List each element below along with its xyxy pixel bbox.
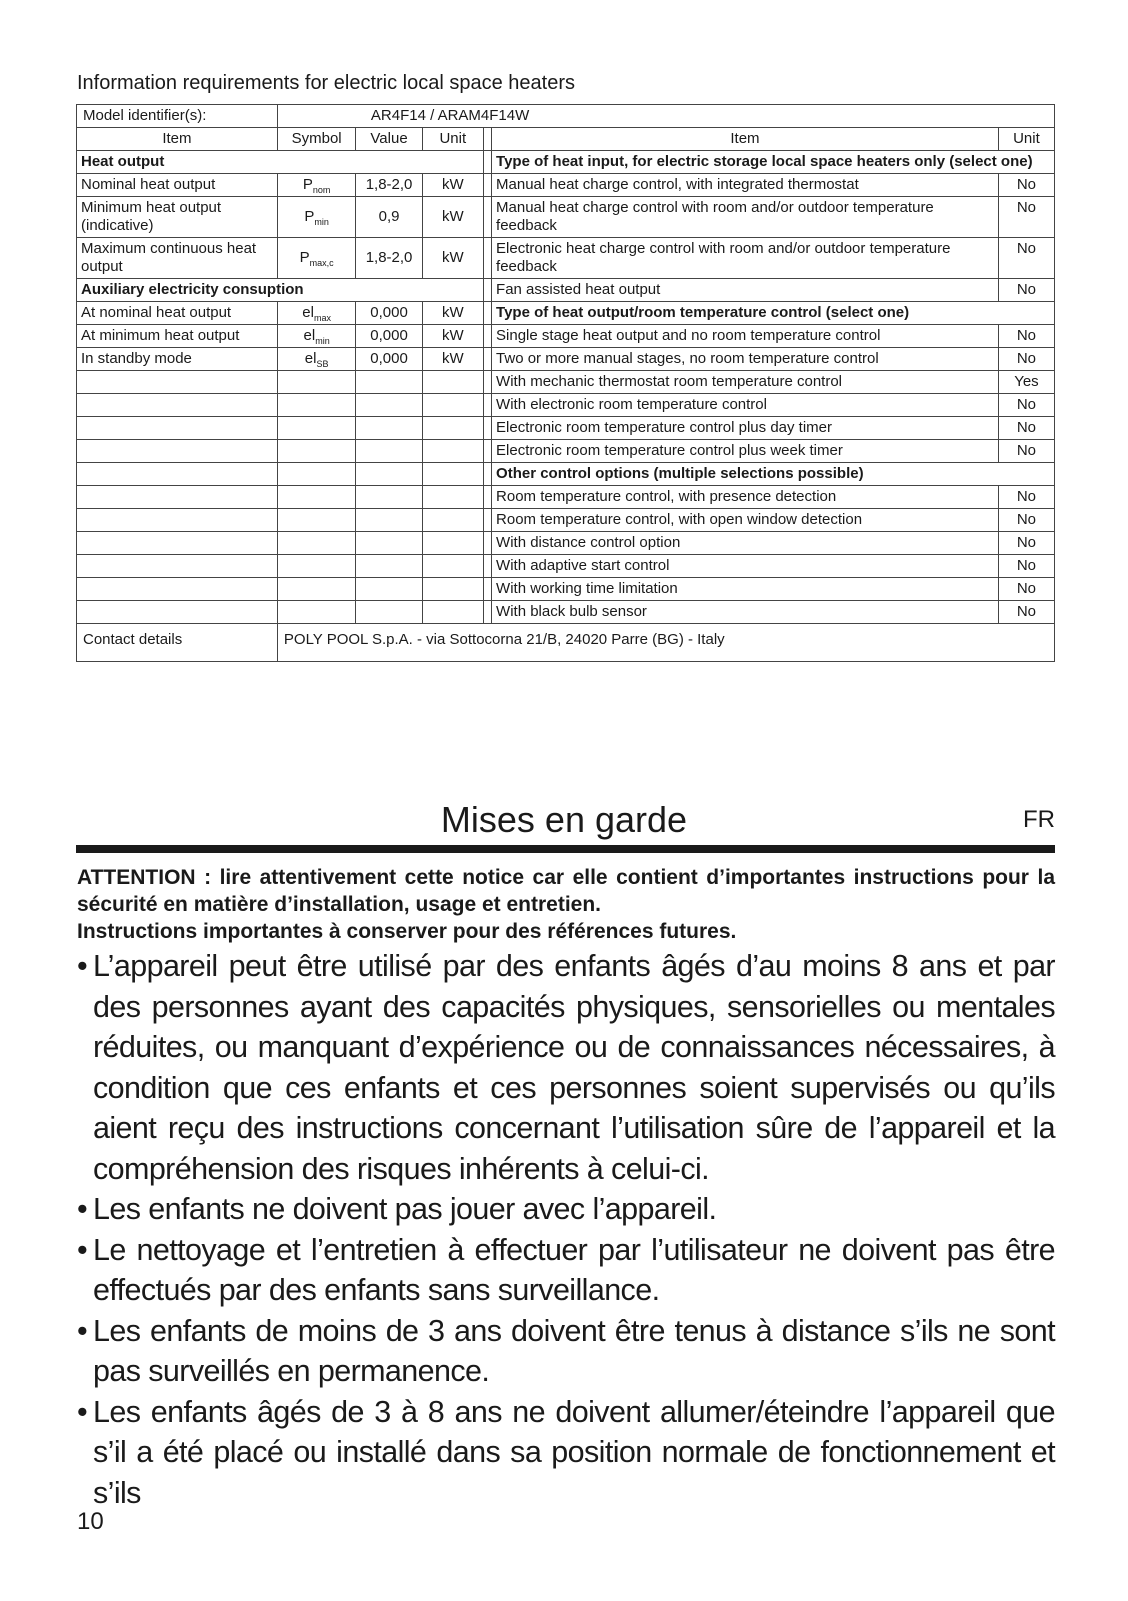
- unit-cell: No: [998, 532, 1054, 555]
- item-cell: [77, 394, 278, 417]
- unit-cell: No: [998, 440, 1054, 463]
- col-header-right-unit: Unit: [998, 128, 1054, 151]
- item-cell: Room temperature control, with presence detection: [492, 486, 999, 509]
- column-separator: [483, 463, 491, 486]
- table-row: [77, 440, 1055, 463]
- contact-label: Contact details: [77, 624, 278, 662]
- attention-text: Instructions importantes à conserver pour des références futures.: [77, 920, 737, 943]
- warning-text: Le nettoyage et l’entretien à effectuer par l’utilisateur ne doivent pas être effectués par des enfants sans surveillance.: [93, 1232, 1055, 1307]
- item-cell: [77, 578, 278, 601]
- group-title: Auxiliary electricity consuption: [77, 279, 484, 302]
- symbol-subscript: max: [313, 313, 331, 323]
- unit-cell: [422, 509, 483, 532]
- symbol-cell: [277, 532, 356, 555]
- list-item: [77, 946, 1055, 1189]
- item-cell: [77, 486, 278, 509]
- unit-cell: [422, 440, 483, 463]
- unit-cell: kW: [422, 197, 483, 238]
- symbol-base: el: [303, 327, 316, 344]
- column-separator: [483, 128, 491, 151]
- item-cell: [77, 440, 278, 463]
- symbol-cell: [277, 440, 356, 463]
- table-row: [77, 238, 1055, 279]
- item-cell: Electronic heat charge control with room and/or outdoor temperature feedback: [492, 238, 999, 279]
- value-cell: [356, 440, 422, 463]
- symbol-cell: [277, 371, 356, 394]
- unit-cell: No: [998, 601, 1054, 624]
- value-cell: [356, 532, 422, 555]
- symbol-cell: [277, 463, 356, 486]
- page-title: Information requirements for electric local space heaters: [77, 72, 576, 94]
- section-divider: [76, 845, 1055, 853]
- attention-notice: [77, 864, 1055, 945]
- column-separator: [483, 532, 491, 555]
- symbol-cell: [277, 555, 356, 578]
- item-cell: Electronic room temperature control plus week timer: [492, 440, 999, 463]
- column-separator: [483, 601, 491, 624]
- unit-cell: [422, 463, 483, 486]
- table-row: [77, 302, 1055, 325]
- symbol-cell: [277, 302, 356, 325]
- item-cell: Two or more manual stages, no room temperature control: [492, 348, 999, 371]
- contact-row: [77, 624, 1055, 662]
- item-cell: At nominal heat output: [77, 302, 278, 325]
- symbol-cell: [277, 238, 356, 279]
- item-cell: In standby mode: [77, 348, 278, 371]
- unit-cell: [422, 532, 483, 555]
- value-cell: 0,000: [356, 302, 422, 325]
- page-number: 10: [77, 1508, 104, 1535]
- value-cell: [356, 486, 422, 509]
- unit-cell: No: [998, 279, 1054, 302]
- contact-value: POLY POOL S.p.A. - via Sottocorna 21/B, 24020 Parre (BG) - Italy: [277, 624, 1054, 662]
- column-separator: [483, 279, 491, 302]
- symbol-base: P: [299, 249, 310, 266]
- item-cell: With mechanic thermostat room temperature control: [492, 371, 999, 394]
- column-separator: [483, 555, 491, 578]
- group-title: Heat output: [77, 151, 484, 174]
- column-separator: [483, 197, 491, 238]
- column-separator: [483, 486, 491, 509]
- column-separator: [483, 371, 491, 394]
- table-row: [77, 394, 1055, 417]
- symbol-cell: [277, 174, 356, 197]
- table-row: [77, 151, 1055, 174]
- col-header-item: Item: [77, 128, 278, 151]
- item-cell: Room temperature control, with open window detection: [492, 509, 999, 532]
- item-cell: [77, 601, 278, 624]
- unit-cell: [422, 371, 483, 394]
- table-row: [77, 555, 1055, 578]
- item-cell: [77, 371, 278, 394]
- model-value: AR4F14 / ARAM4F14W: [277, 105, 1054, 128]
- col-header-unit: Unit: [422, 128, 483, 151]
- symbol-subscript: min: [315, 336, 330, 346]
- spec-table: [76, 104, 1055, 662]
- unit-cell: kW: [422, 238, 483, 279]
- column-separator: [483, 348, 491, 371]
- symbol-cell: [277, 486, 356, 509]
- warnings-list: [77, 946, 1055, 1513]
- symbol-base: el: [302, 304, 314, 321]
- item-cell: Manual heat charge control, with integrated thermostat: [492, 174, 999, 197]
- col-header-right-item: Item: [492, 128, 999, 151]
- table-row: [77, 509, 1055, 532]
- unit-cell: No: [998, 174, 1054, 197]
- column-separator: [483, 440, 491, 463]
- language-code: FR: [1023, 806, 1055, 833]
- warning-text: Les enfants ne doivent pas jouer avec l’appareil.: [93, 1192, 717, 1226]
- column-separator: [483, 394, 491, 417]
- unit-cell: Yes: [998, 371, 1054, 394]
- table-row: [77, 486, 1055, 509]
- warning-text: Les enfants de moins de 3 ans doivent être tenus à distance s’ils ne sont pas surveillés en permanence.: [93, 1313, 1055, 1388]
- item-cell: With electronic room temperature control: [492, 394, 999, 417]
- unit-cell: No: [998, 555, 1054, 578]
- value-cell: [356, 371, 422, 394]
- symbol-cell: [277, 509, 356, 532]
- unit-cell: [422, 417, 483, 440]
- symbol-cell: [277, 197, 356, 238]
- symbol-cell: [277, 394, 356, 417]
- item-cell: Nominal heat output: [77, 174, 278, 197]
- item-cell: Minimum heat output (indicative): [77, 197, 278, 238]
- value-cell: [356, 417, 422, 440]
- value-cell: [356, 463, 422, 486]
- symbol-base: el: [304, 350, 317, 367]
- table-row: [77, 279, 1055, 302]
- column-separator: [483, 417, 491, 440]
- item-cell: [77, 463, 278, 486]
- table-row: [77, 463, 1055, 486]
- symbol-cell: [277, 578, 356, 601]
- table-row: [77, 578, 1055, 601]
- unit-cell: No: [998, 486, 1054, 509]
- item-cell: At minimum heat output: [77, 325, 278, 348]
- table-row: [77, 601, 1055, 624]
- symbol-base: P: [302, 176, 313, 193]
- table-row: [77, 532, 1055, 555]
- unit-cell: No: [998, 197, 1054, 238]
- value-cell: [356, 509, 422, 532]
- col-header-value: Value: [356, 128, 422, 151]
- group-title: Type of heat input, for electric storage local space heaters only (select one): [492, 151, 1055, 174]
- unit-cell: [422, 394, 483, 417]
- unit-cell: No: [998, 394, 1054, 417]
- column-separator: [483, 578, 491, 601]
- unit-cell: No: [998, 578, 1054, 601]
- bullet-icon: •: [77, 949, 88, 983]
- item-cell: Manual heat charge control with room and/or outdoor temperature feedback: [492, 197, 999, 238]
- header-row: [77, 128, 1055, 151]
- item-cell: Fan assisted heat output: [492, 279, 999, 302]
- column-separator: [483, 238, 491, 279]
- bullet-icon: •: [77, 1192, 88, 1226]
- list-item: [77, 1311, 1055, 1392]
- value-cell: 1,8-2,0: [356, 174, 422, 197]
- unit-cell: [422, 601, 483, 624]
- warning-text: Les enfants âgés de 3 à 8 ans ne doivent allumer/éteindre l’appareil que s’il a été placé ou installé dans sa position normale de fonctionnement et s’ils: [93, 1394, 1055, 1510]
- unit-cell: No: [998, 417, 1054, 440]
- unit-cell: [422, 578, 483, 601]
- item-cell: [77, 532, 278, 555]
- list-item: [77, 1189, 1055, 1230]
- table-row: [77, 417, 1055, 440]
- unit-cell: [422, 555, 483, 578]
- item-cell: [77, 417, 278, 440]
- value-cell: 0,000: [356, 325, 422, 348]
- group-title: Other control options (multiple selections possible): [492, 463, 1055, 486]
- symbol-cell: [277, 601, 356, 624]
- item-cell: [77, 555, 278, 578]
- column-separator: [483, 325, 491, 348]
- warning-text: L’appareil peut être utilisé par des enfants âgés d’au moins 8 ans et par des personnes ayant des capacités physiques, sensorielles ou mentales réduites, ou manquant d’expérience ou de connaissances nécessaires, à condition que ces enfants et ces personnes soient supervisés ou qu’ils aient reçu des instructions concernant l’utilisation sûre de l’appareil et la compréhension des risques inhérents à celui-ci.: [93, 949, 1055, 1186]
- item-cell: Maximum continuous heat output: [77, 238, 278, 279]
- unit-cell: [422, 486, 483, 509]
- bullet-icon: •: [77, 1313, 88, 1348]
- item-cell: With working time limitation: [492, 578, 999, 601]
- value-cell: [356, 601, 422, 624]
- symbol-cell: [277, 325, 356, 348]
- bullet-icon: •: [77, 1232, 88, 1267]
- table-row: [77, 348, 1055, 371]
- bullet-icon: •: [77, 1394, 88, 1429]
- value-cell: [356, 555, 422, 578]
- list-item: [77, 1230, 1055, 1311]
- table-row: [77, 325, 1055, 348]
- unit-cell: No: [998, 238, 1054, 279]
- symbol-subscript: max,c: [309, 258, 334, 268]
- symbol-cell: [277, 417, 356, 440]
- model-row: [77, 105, 1055, 128]
- column-separator: [483, 509, 491, 532]
- item-cell: Single stage heat output and no room temperature control: [492, 325, 999, 348]
- symbol-base: P: [304, 208, 315, 225]
- col-header-symbol: Symbol: [277, 128, 356, 151]
- unit-cell: No: [998, 325, 1054, 348]
- table-row: [77, 371, 1055, 394]
- value-cell: [356, 394, 422, 417]
- item-cell: With black bulb sensor: [492, 601, 999, 624]
- unit-cell: No: [998, 348, 1054, 371]
- table-row: [77, 197, 1055, 238]
- model-label: Model identifier(s):: [77, 105, 278, 128]
- column-separator: [483, 151, 491, 174]
- item-cell: [77, 509, 278, 532]
- section-title: Mises en garde: [440, 799, 688, 840]
- item-cell: With adaptive start control: [492, 555, 999, 578]
- symbol-cell: [277, 348, 356, 371]
- symbol-subscript: min: [314, 217, 329, 227]
- column-separator: [483, 174, 491, 197]
- unit-cell: kW: [422, 302, 483, 325]
- column-separator: [483, 302, 491, 325]
- value-cell: 0,000: [356, 348, 422, 371]
- symbol-subscript: SB: [316, 359, 329, 369]
- group-title: Type of heat output/room temperature control (select one): [492, 302, 1055, 325]
- unit-cell: kW: [422, 174, 483, 197]
- symbol-subscript: nom: [312, 185, 331, 195]
- attention-text: ATTENTION : lire attentivement cette notice car elle contient d’importantes instructions pour la sécurité en matière d’installation, usage et entretien.: [77, 866, 1055, 916]
- item-cell: With distance control option: [492, 532, 999, 555]
- unit-cell: kW: [422, 325, 483, 348]
- list-item: [77, 1392, 1055, 1514]
- item-cell: Electronic room temperature control plus day timer: [492, 417, 999, 440]
- unit-cell: kW: [422, 348, 483, 371]
- unit-cell: No: [998, 509, 1054, 532]
- value-cell: 1,8-2,0: [356, 238, 422, 279]
- value-cell: [356, 578, 422, 601]
- table-row: [77, 174, 1055, 197]
- value-cell: 0,9: [356, 197, 422, 238]
